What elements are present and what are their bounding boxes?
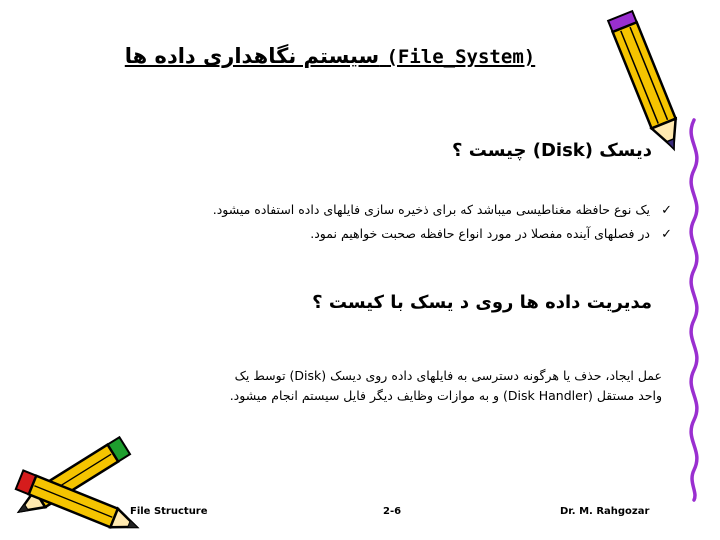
page-title-fa: سیستم نگاهداری داده ها xyxy=(124,44,380,68)
bullet-list xyxy=(32,198,672,246)
pencils-icon xyxy=(0,430,150,540)
bullet-text: یک نوع حافظه مغناطیسی میباشد که برای ذخیره سازی فایلهای داده استفاده میشود. xyxy=(212,202,650,217)
checkmark-icon: ✓ xyxy=(661,227,672,242)
section-heading-management: مدیریت داده ها روی د یسک با کیست ؟ xyxy=(312,292,652,313)
footer-page-number: 2-6 xyxy=(383,506,402,517)
checkmark-icon: ✓ xyxy=(661,203,672,218)
body-paragraph xyxy=(62,366,662,406)
page-title xyxy=(80,44,580,68)
paragraph-line-1: عمل ایجاد، حذف یا هرگونه دسترسی به فایلهای داده روی دیسک (Disk) توسط یک xyxy=(234,368,662,383)
section-heading-disk: دیسک (Disk) چیست ؟ xyxy=(452,140,652,161)
list-item xyxy=(32,198,672,222)
squiggle-line-decoration xyxy=(680,120,710,500)
paragraph-line-2: واحد مستقل (Disk Handler) و به موازات وظایف دیگر فایل سیستم انجام میشود. xyxy=(229,388,662,403)
footer-course-title: File Structure xyxy=(130,506,208,517)
footer-author: Dr. M. Rahgozar xyxy=(560,506,650,517)
list-item xyxy=(32,222,672,246)
bullet-text: در فصلهای آینده مفصلا در مورد انواع حافظه صحبت خواهیم نمود. xyxy=(310,226,650,241)
page-title-en: (File_System) xyxy=(386,46,536,68)
